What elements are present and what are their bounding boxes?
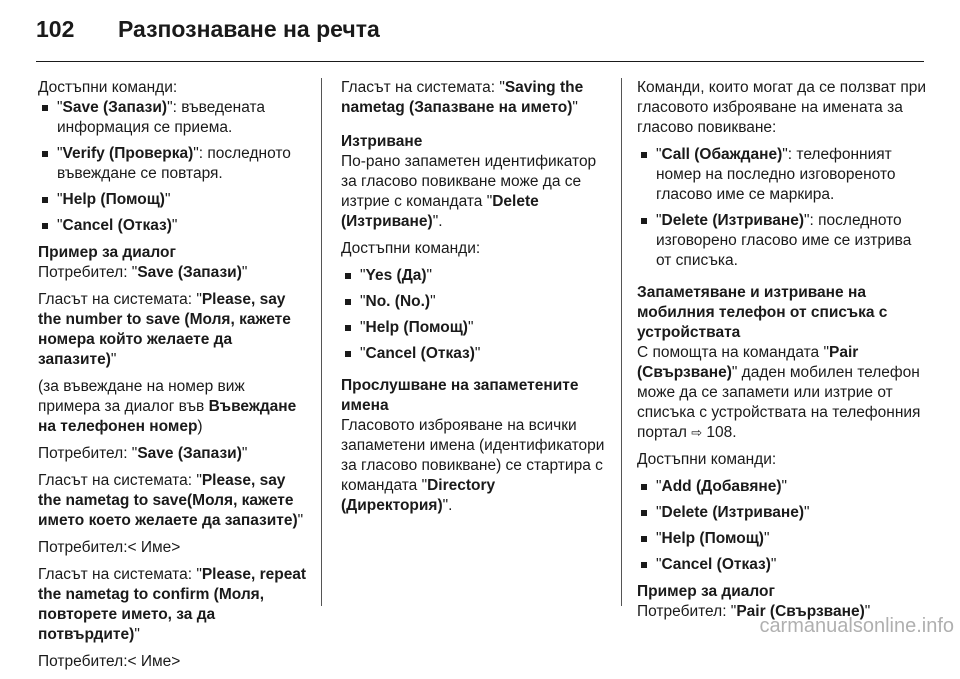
- save-heading: Запаметяване и изтриване на мобилния телефон от списъка с устройствата: [637, 284, 888, 341]
- available-commands-label: Достъпни команди:: [341, 240, 481, 257]
- command-name: Help (Помощ): [661, 530, 764, 547]
- speaker-label: Потребител: ": [38, 445, 138, 462]
- command-name: Pair (Свързване): [736, 603, 865, 620]
- command-list: [38, 98, 310, 236]
- column-divider: [621, 78, 622, 606]
- dialog-line: Гласът на системата: "Please, say the number to save (Моля, кажете номера който желаете да запазите)": [38, 291, 291, 368]
- command-name: Yes (Да): [365, 267, 427, 284]
- command-name: Cancel (Отказ): [62, 217, 172, 234]
- system-prompt: Saving the nametag (Запазване на името): [341, 79, 584, 116]
- list-item: "Verify (Проверка)": последното въвеждане се повтаря.: [38, 144, 310, 184]
- command-name: Save (Запази): [137, 445, 242, 462]
- column-3: [637, 78, 927, 629]
- dialog-line: Потребител: "Save (Запази)": [38, 445, 248, 462]
- note-text: (за въвеждане на номер виж примера за диалог във Въвеждане на телефонен номер): [38, 378, 297, 435]
- header-rule: [36, 61, 924, 62]
- list-item: "Call (Обаждане)": телефонният номер на последно изговореното гласово име се маркира.: [637, 145, 927, 205]
- speaker-label: Гласът на системата: ": [38, 291, 202, 308]
- dialog-line: Потребител: "Pair (Свързване)": [637, 603, 871, 620]
- system-prompt: Please, repeat the nametag to confirm (Моля, повторете името, за да потвърдите): [38, 566, 307, 643]
- body-text: С помощта на командата "Pair (Свързване)" даден мобилен телефон може да се запамети или изтрие от списъка с устройствата на телефонния портал ⇨ 108.: [637, 344, 921, 441]
- list-item: "Yes (Да)": [341, 266, 609, 286]
- body-text: Команди, които могат да се ползват при гласовото изброяване на имената за гласово повикване:: [637, 79, 927, 136]
- dialog-line: Гласът на системата: "Please, repeat the nametag to confirm (Моля, повторете името, за да потвърдите)": [38, 566, 307, 643]
- page-header: [36, 16, 380, 43]
- section-heading: [341, 376, 609, 416]
- page-title: Разпознаване на речта: [118, 16, 380, 42]
- command-name: Help (Помощ): [365, 319, 468, 336]
- command-name: Delete (Изтриване): [661, 504, 805, 521]
- page-number: 102: [36, 16, 75, 42]
- watermark: carmanualsonline.info: [759, 615, 954, 637]
- list-item: "Save (Запази)": въведената информация се приема.: [38, 98, 310, 138]
- list-item: "Cancel (Отказ)": [38, 216, 310, 236]
- command-list: [637, 477, 927, 575]
- example-heading: Пример за диалог: [38, 244, 176, 261]
- command-name: Directory (Директория): [341, 477, 496, 514]
- command-name: Save (Запази): [137, 264, 242, 281]
- column-divider: [321, 78, 322, 606]
- section-heading: [637, 582, 927, 602]
- dialog-line: Потребител:< Име>: [38, 539, 181, 556]
- list-item: "Cancel (Отказ)": [341, 344, 609, 364]
- speaker-label: Потребител: ": [38, 264, 138, 281]
- list-item: "No. (No.)": [341, 292, 609, 312]
- command-name: Cancel (Отказ): [365, 345, 475, 362]
- section-heading: [38, 243, 310, 263]
- command-list: [341, 266, 609, 364]
- command-name: Call (Обаждане): [661, 146, 783, 163]
- list-item: "Delete (Изтриване)": [637, 503, 927, 523]
- body-text: По-рано запаметен идентификатор за гласово повикване може да се изтрие с командата "Delete (Изтриване)".: [341, 153, 597, 230]
- listen-heading: Прослушване на запаметените имена: [341, 377, 579, 414]
- available-commands-label: Достъпни команди:: [38, 79, 178, 96]
- dialog-line: Гласът на системата: "Please, say the nametag to save(Моля, кажете името което желаете да запазите)": [38, 472, 304, 529]
- column-2: [341, 78, 609, 523]
- speaker-label: Потребител: ": [637, 603, 737, 620]
- delete-heading: Изтриване: [341, 133, 423, 150]
- command-name: Save (Запази): [62, 99, 168, 116]
- list-item: "Delete (Изтриване)": последното изговорено гласово име се изтрива от списъка.: [637, 211, 927, 271]
- command-desc: : последното изговорено гласово име се изтрива от списъка.: [656, 212, 912, 269]
- command-name: Pair (Свързване): [637, 344, 859, 381]
- command-list: [637, 145, 927, 271]
- list-item: "Help (Помощ)": [637, 529, 927, 549]
- section-heading: [341, 132, 609, 152]
- page-reference-arrow-icon: ⇨: [691, 425, 703, 440]
- dialog-line: Гласът на системата: "Saving the nametag (Запазване на името)": [341, 79, 584, 116]
- speaker-label: Гласът на системата: ": [341, 79, 505, 96]
- command-name: Cancel (Отказ): [661, 556, 771, 573]
- speaker-label: Гласът на системата: ": [38, 566, 202, 583]
- command-name: Help (Помощ): [62, 191, 165, 208]
- body-text: Гласовото изброяване на всички запаметени имена (идентификатори за гласово повикване) се стартира с командата "Directory (Директория)".: [341, 417, 605, 514]
- list-item: "Add (Добавяне)": [637, 477, 927, 497]
- page-reference: 108.: [702, 424, 737, 441]
- command-name: Delete (Изтриване): [341, 193, 539, 230]
- list-item: "Help (Помощ)": [341, 318, 609, 338]
- speaker-label: Гласът на системата: ": [38, 472, 202, 489]
- available-commands-label: Достъпни команди:: [637, 451, 777, 468]
- cross-reference: Въвеждане на телефонен номер: [38, 398, 297, 435]
- section-heading: [637, 283, 927, 343]
- list-item: "Cancel (Отказ)": [637, 555, 927, 575]
- command-name: No. (No.): [365, 293, 431, 310]
- command-desc: : последното въвеждане се повтаря.: [57, 145, 291, 182]
- dialog-line: Потребител: "Save (Запази)": [38, 264, 248, 281]
- command-name: Add (Добавяне): [661, 478, 782, 495]
- column-1: [38, 78, 310, 679]
- system-prompt: Please, say the number to save (Моля, кажете номера който желаете да запазите): [38, 291, 291, 368]
- command-desc: : въведената информация се приема.: [57, 99, 266, 136]
- command-desc: : телефонният номер на последно изговореното гласово име се маркира.: [656, 146, 896, 203]
- example-heading: Пример за диалог: [637, 583, 775, 600]
- command-name: Delete (Изтриване): [661, 212, 805, 229]
- list-item: "Help (Помощ)": [38, 190, 310, 210]
- dialog-line: Потребител:< Име>: [38, 653, 181, 670]
- command-name: Verify (Проверка): [62, 145, 194, 162]
- system-prompt: Please, say the nametag to save(Моля, кажете името което желаете да запазите): [38, 472, 298, 529]
